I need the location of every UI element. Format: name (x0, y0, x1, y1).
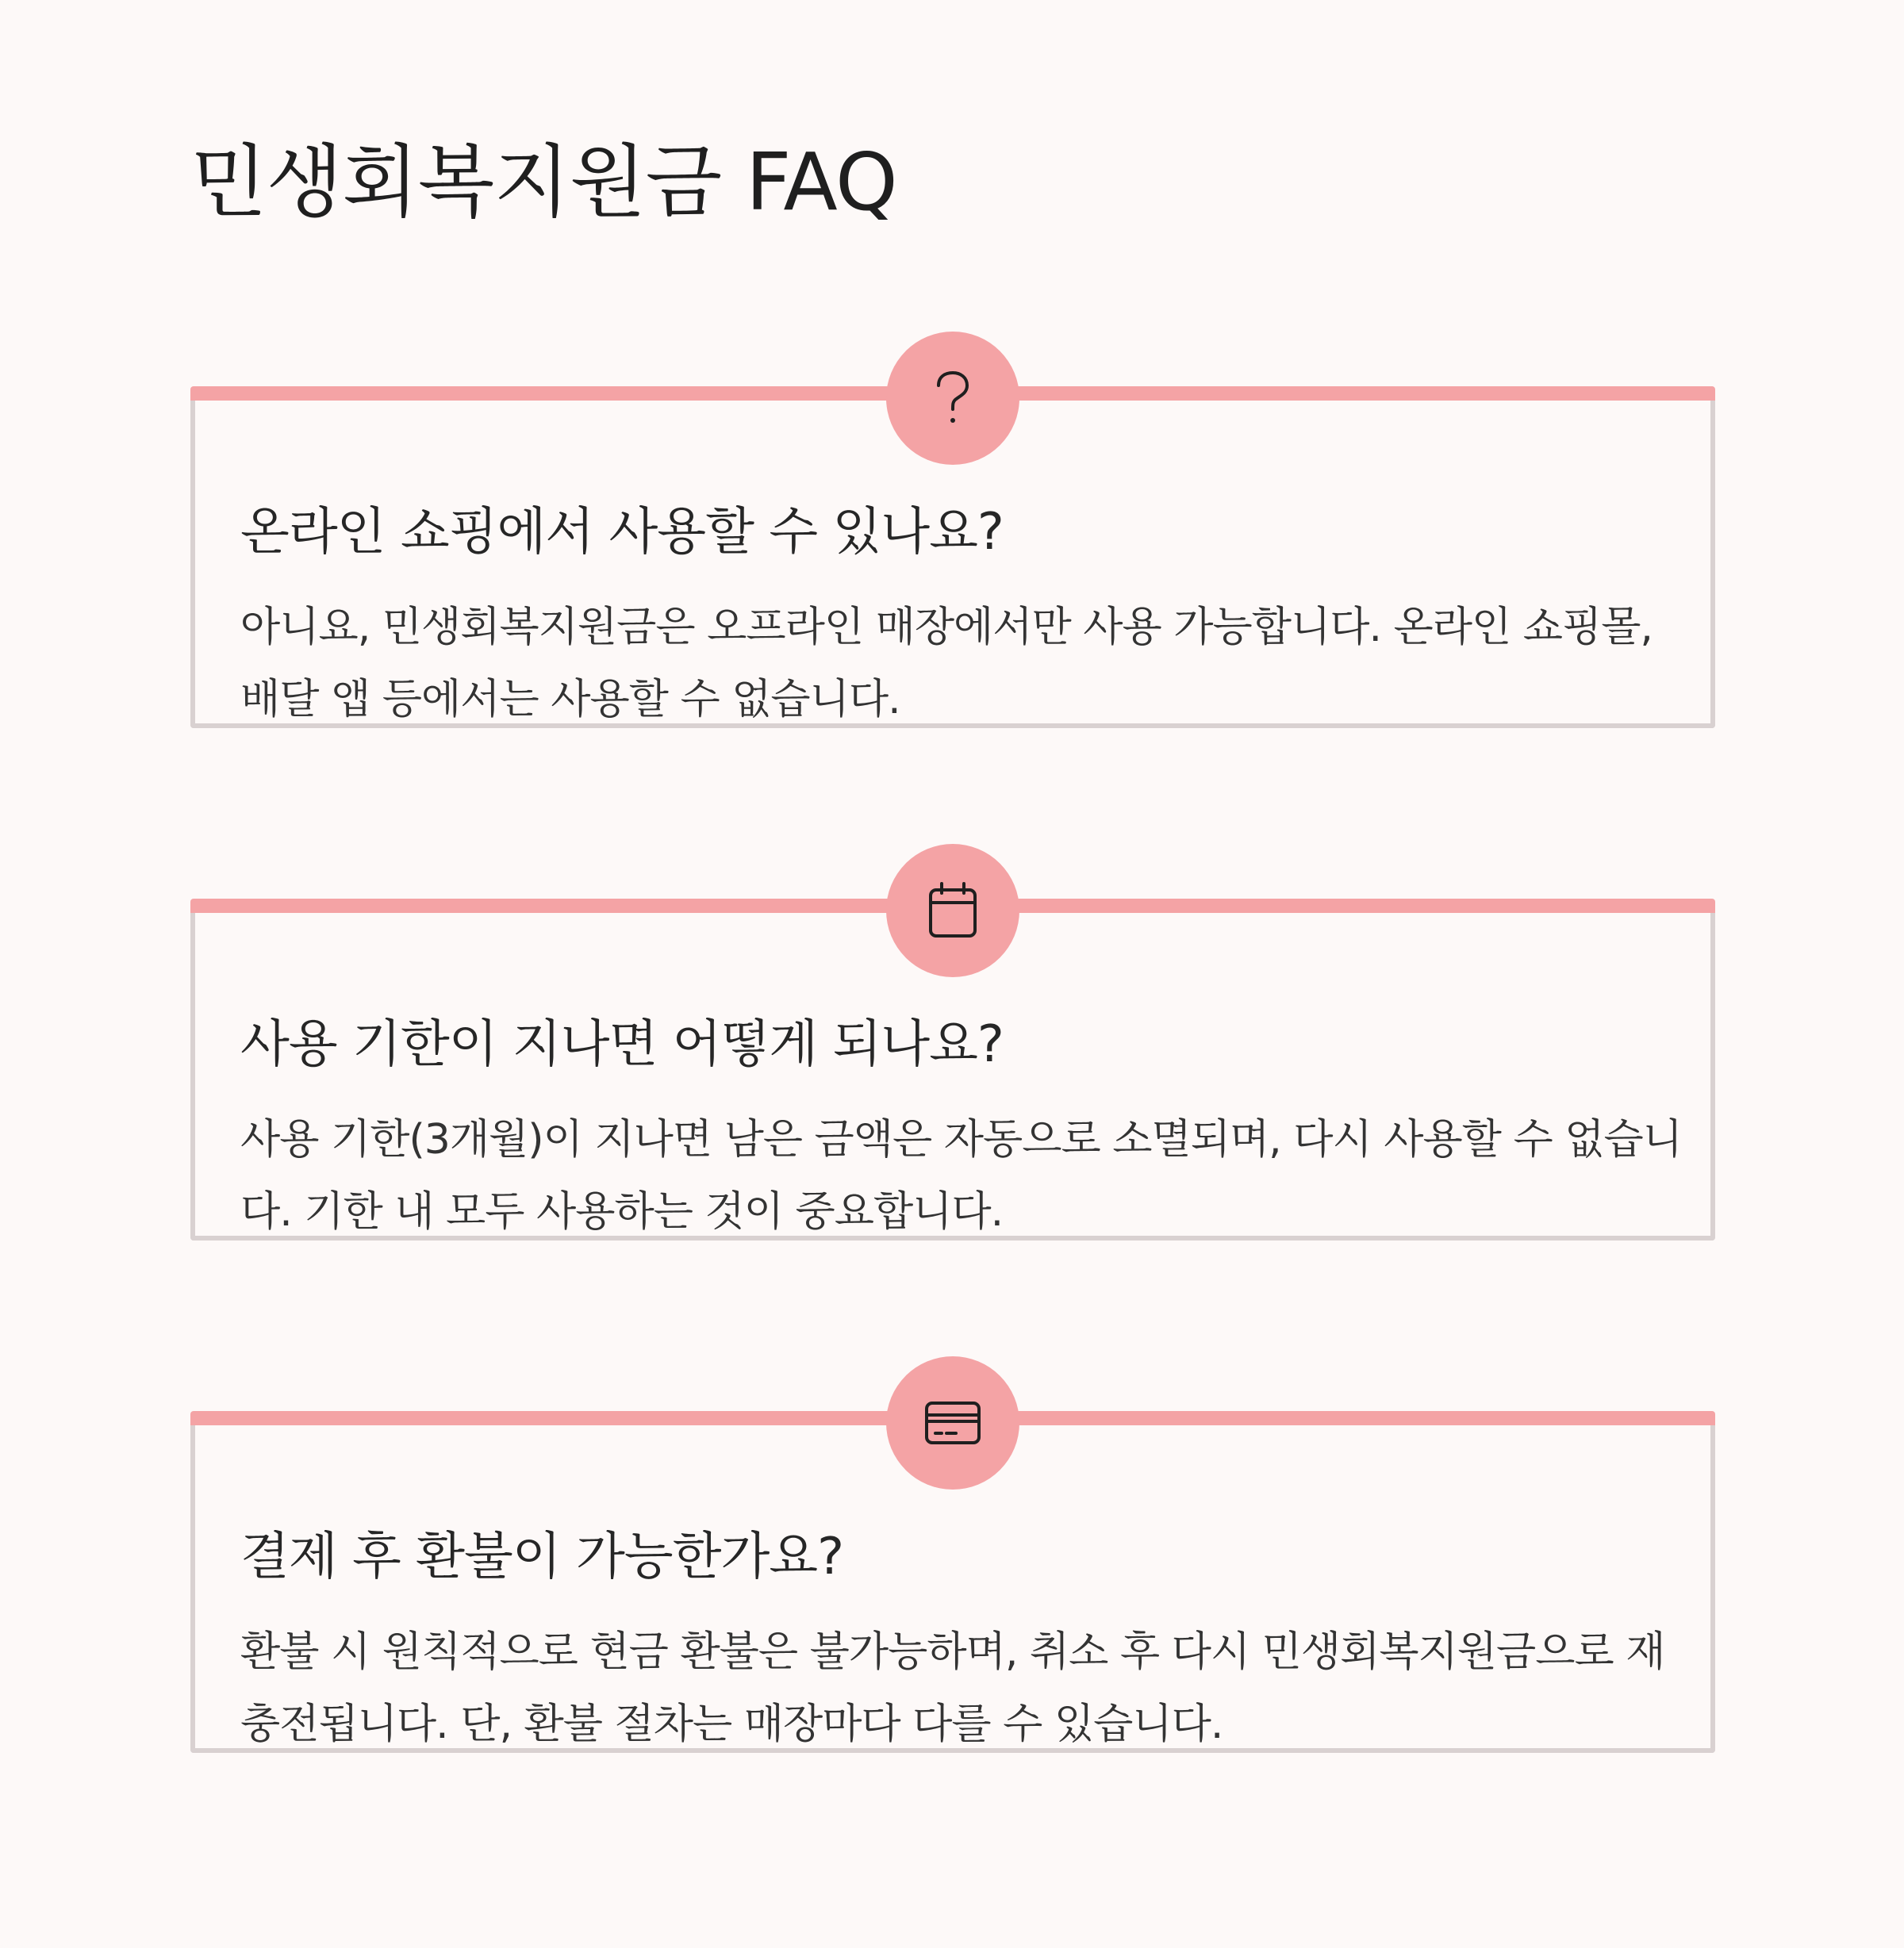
faq-answer: 사용 기한(3개월)이 지나면 남은 금액은 자동으로 소멸되며, 다시 사용할 수 없습니다. 기한 내 모두 사용하는 것이 중요합니다. (240, 1116, 1682, 1236)
calendar-badge (886, 844, 1019, 977)
credit-card-badge (886, 1356, 1019, 1490)
faq-card-expiration (190, 836, 1715, 1248)
faq-question: 온라인 쇼핑에서 사용할 수 있나요? (240, 503, 1004, 562)
credit-card-icon (924, 1400, 981, 1446)
calendar-icon (927, 882, 978, 939)
question-mark-icon (934, 370, 972, 427)
faq-card-online-shopping (190, 324, 1715, 736)
faq-answer: 환불 시 원칙적으로 현금 환불은 불가능하며, 취소 후 다시 민생회복지원금으로 재충전됩니다. 단, 환불 절차는 매장마다 다를 수 있습니다. (240, 1628, 1665, 1748)
faq-card-refund (190, 1348, 1715, 1761)
faq-question: 사용 기한이 지나면 어떻게 되나요? (240, 1015, 1004, 1074)
page-title: 민생회복지원금 FAQ (190, 136, 897, 228)
faq-question: 결제 후 환불이 가능한가요? (240, 1528, 844, 1586)
faq-answer: 아니요, 민생회복지원금은 오프라인 매장에서만 사용 가능합니다. 온라인 쇼핑몰, 배달 앱 등에서는 사용할 수 없습니다. (240, 604, 1653, 723)
question-mark-badge (886, 332, 1019, 465)
